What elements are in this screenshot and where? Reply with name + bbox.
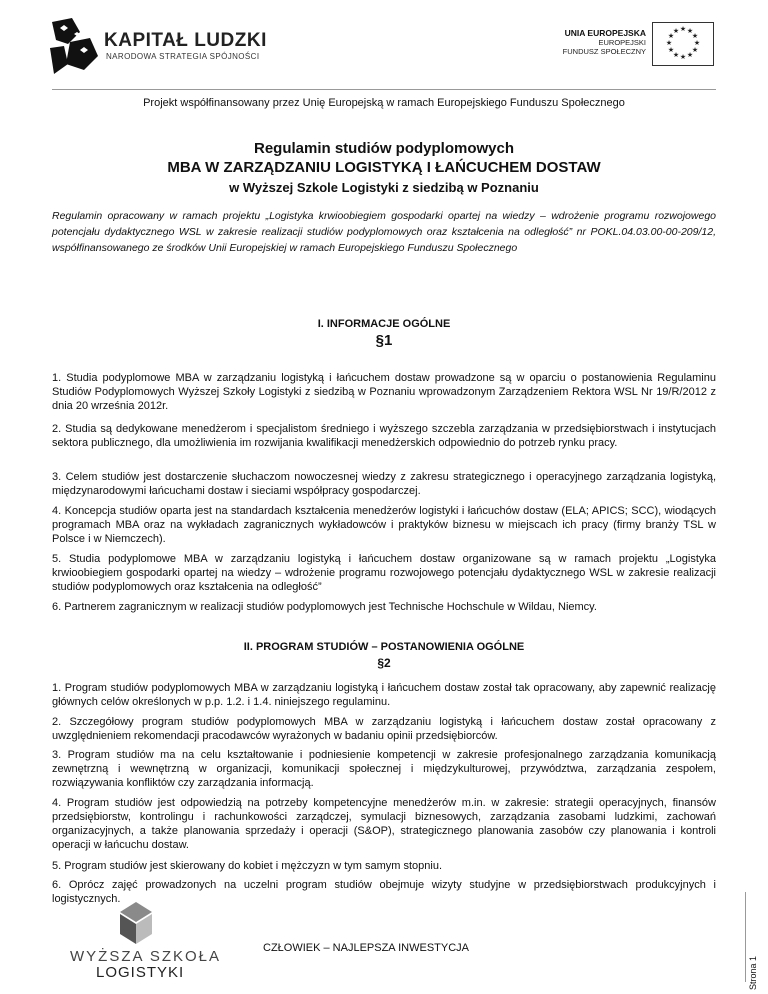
header-divider	[52, 89, 716, 90]
section-2-item: 3. Program studiów ma na celu kształtowanie i podniesienie kompetencji w zakresie profesjonalnego zarządzania komunikacją zewnętrzną i wewnętrzną w organizacji, komunikacji społecznej i międzykulturowej, przywództwa, zarządzania zespołem, rozwiązywania konfliktów czy zarządzania informacją.	[52, 749, 716, 789]
svg-text:★: ★	[672, 27, 680, 35]
footer-slogan: CZŁOWIEK – NAJLEPSZA INWESTYCJA	[263, 942, 469, 954]
section-1-item: 3. Celem studiów jest dostarczenie słuchaczom nowoczesnej wiedzy z zakresu strategicznego i operacyjnego zarządzania logistyką, międzynarodowymi łańcuchami dostaw i sieciami współpracy gospodarczej.	[52, 471, 716, 497]
svg-text:★: ★	[679, 25, 687, 33]
page-number-label: Strona 1	[748, 955, 758, 990]
wsl-name-line-1: WYŻSZA SZKOŁA	[70, 948, 222, 965]
ue-line-2: FUNDUSZ SPOŁECZNY	[562, 47, 646, 56]
section-2-item: 1. Program studiów podyplomowych MBA w zarządzaniu logistyką i łańcuchem dostaw został tak opracowany, aby zapewnić realizację głównych celów określonych w p.p. 1.2. i 1.4. niniejszego regulaminu.	[52, 682, 716, 708]
ue-label-block	[556, 28, 646, 56]
section-2-heading: II. PROGRAM STUDIÓW – POSTANOWIENIA OGÓLNE	[243, 641, 525, 653]
svg-text:★: ★	[693, 39, 701, 47]
kapital-ludzki-title: KAPITAŁ LUDZKI	[104, 30, 267, 51]
section-2-item: 6. Oprócz zajęć prowadzonych na uczelni program studiów obejmuje wizyty studyjne w przedsiębiorstwach produkcyjnych i logistycznych.	[52, 879, 716, 905]
doc-title-line-1: Regulamin studiów podyplomowych	[253, 140, 514, 157]
doc-title-line-3: w Wyższej Szkole Logistyki z siedzibą w Poznaniu	[229, 180, 539, 195]
section-1-item: 4. Koncepcja studiów oparta jest na standardach kształcenia menedżerów logistyki i łańcuchów dostaw (ELA; APICS; SCC), wiodących programach MBA oraz na wykładach zagranicznych wykładowców i praktyków biznesu w miejscach ich pracy (firmy branży TSL w Polsce i w Niemczech).	[52, 505, 716, 545]
svg-text:★: ★	[691, 46, 699, 54]
wsl-name-line-2: LOGISTYKI	[96, 964, 185, 981]
section-2-paragraph-mark: §2	[377, 656, 391, 670]
svg-text:★: ★	[667, 32, 675, 40]
section-2-item: 5. Program studiów jest skierowany do kobiet i mężczyzn w tym samym stopniu.	[52, 860, 443, 872]
svg-text:★: ★	[672, 51, 680, 59]
ue-title: UNIA EUROPEJSKA	[564, 28, 646, 38]
section-1-item: 1. Studia podyplomowe MBA w zarządzaniu logistyką i łańcuchem dostaw prowadzone są w oparciu o postanowienia Regulaminu Studiów Podyplomowych Wyższej Szkoły Logistyki z siedzibą w Poznaniu wprowadzonym Zarządzeniem Rektora WSL Nr 19/R/2012 z dnia 20 września 2012r.	[52, 372, 716, 412]
section-1-item: 2. Studia są dedykowane menedżerom i specjalistom średniego i wyższego szczebla zarządzania w przedsiębiorstwach i instytucjach sektora publicznego, dla umożliwienia im rozwijania kwalifikacji menedżerskich odpowiednio do potrzeb rynku pracy.	[52, 423, 716, 449]
section-1-item: 6. Partnerem zagranicznym w realizacji studiów podyplomowych jest Technische Hochschule w Wildau, Niemcy.	[52, 601, 597, 613]
svg-text:★: ★	[665, 39, 673, 47]
doc-title-line-2: MBA W ZARZĄDZANIU LOGISTYKĄ I ŁAŃCUCHEM DOSTAW	[167, 159, 601, 176]
ue-line-1: EUROPEJSKI	[598, 38, 646, 47]
intro-note: Regulamin opracowany w ramach projektu „Logistyka krwioobiegiem gospodarki opartej na wiedzy – wdrożenie programu rozwojowego potencjału dydaktycznego WSL w zakresie realizacji studiów podyplomowych oraz kształcenia na odległość” nr POKL.04.03.00-00-209/12, współfinansowanego ze środków Unii Europejskiej w ramach Europejskiego Funduszu Społecznego	[52, 210, 716, 254]
kapital-ludzki-subtitle: NARODOWA STRATEGIA SPÓJNOŚCI	[106, 52, 260, 61]
footer-side-divider	[745, 892, 746, 982]
svg-text:★: ★	[686, 51, 694, 59]
section-1-item: 5. Studia podyplomowe MBA w zarządzaniu logistyką i łańcuchem dostaw organizowane są w ramach projektu „Logistyka krwioobiegiem gospodarki opartej na wiedzy – wdrożenie programu rozwojowego potencjału dydaktycznego WSL w zakresie realizacji studiów podyplomowych oraz kształcenia na odległość”	[52, 553, 716, 593]
wsl-emblem-icon	[118, 902, 154, 946]
svg-text:★: ★	[686, 27, 694, 35]
cofinance-note: Projekt współfinansowany przez Unię Europejską w ramach Europejskiego Funduszu Społecznego	[143, 97, 625, 109]
section-2-item: 2. Szczegółowy program studiów podyplomowych MBA w zarządzaniu logistyką i łańcuchem dostaw został opracowany z uwzględnieniem rekomendacji pracodawców wyrażonych w badaniu opinii przedsiębiorców.	[52, 716, 716, 742]
svg-text:★: ★	[691, 32, 699, 40]
section-2-item: 4. Program studiów jest odpowiedzią na potrzeby kompetencyjne menedżerów m.in. w zakresie: strategii operacyjnych, finansów przedsiębiorstw, kontrolingu i rachunkowości zarządczej, symulacji biznesowych, zarządzania zasobami ludzkimi, zachowań organizacyjnych, a także planowania sprzedaży i operacji (S&OP), strategicznego planowania zasobów czy planowania i kontroli operacji w łańcuchu dostaw.	[52, 797, 716, 851]
section-1-heading: I. INFORMACJE OGÓLNE	[317, 318, 451, 330]
svg-text:★: ★	[667, 46, 675, 54]
eu-flag-icon	[652, 22, 714, 66]
svg-text:★: ★	[679, 53, 687, 61]
section-1-paragraph-mark: §1	[375, 332, 393, 349]
kapital-ludzki-emblem-icon	[50, 14, 102, 76]
